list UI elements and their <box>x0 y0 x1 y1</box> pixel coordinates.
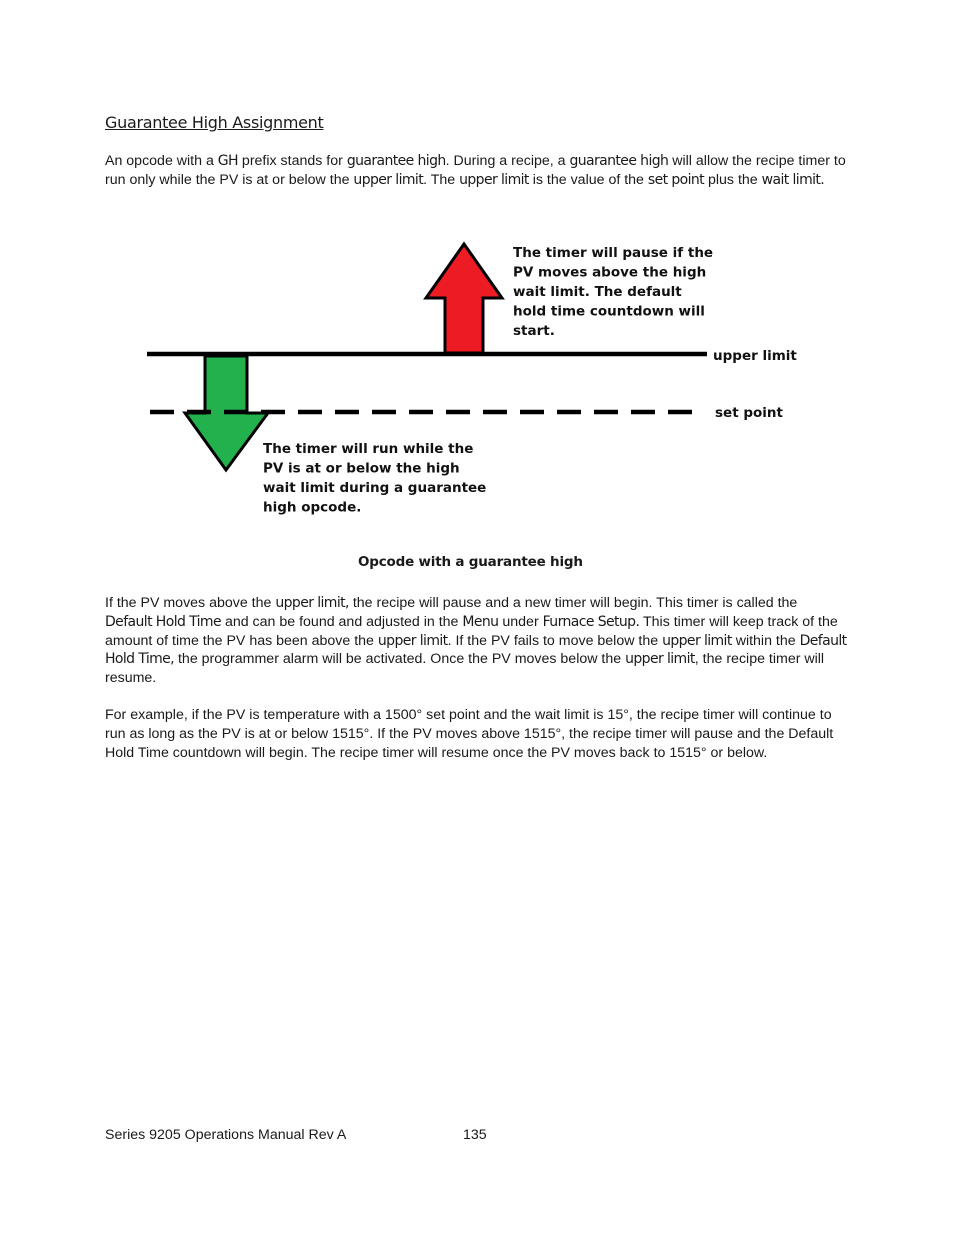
term-guarantee-high: guarantee high <box>569 153 669 169</box>
set-point-label: set point <box>715 405 783 421</box>
text: . The <box>423 171 460 188</box>
text: will allow the recipe timer to run only while the PV is at or below the <box>105 153 846 188</box>
text: within the <box>731 632 800 649</box>
term-menu: Menu <box>462 613 499 630</box>
upper-limit-paragraph <box>105 594 847 688</box>
text: the programmer alarm will be activated. Once the PV moves below the <box>174 651 626 668</box>
example-paragraph: For example, if the PV is temperature with a 1500° set point and the wait limit is 15°, the recipe timer will continue to run as long as the PV is at or below 1515°. If the PV moves above 1515°, the recipe timer will pause and the Default Hold Time countdown will begin. The recipe timer will resume once the PV moves back to 1515° or below. <box>105 707 834 761</box>
guarantee-high-diagram <box>0 230 954 560</box>
text: . During a recipe, a <box>445 153 570 169</box>
term-furnace-setup: Furnace Setup. <box>542 613 640 630</box>
up-arrow-icon <box>426 244 502 353</box>
term-set-point: set point <box>647 171 705 188</box>
pause-text-line: PV moves above the high <box>513 264 707 281</box>
run-text-line: The timer will run while the <box>263 441 474 457</box>
footer-manual-title: Series 9205 Operations Manual Rev A <box>105 1127 347 1143</box>
run-text-line: wait limit during a guarantee <box>263 480 487 496</box>
term-gh: GH <box>217 153 238 169</box>
term-upper-limit: upper limit <box>353 171 424 188</box>
text: the recipe will pause and a new timer will begin. This timer is called the <box>348 595 798 611</box>
term-default-hold-time: Default Hold Time <box>105 613 221 630</box>
text: An opcode with a <box>105 153 218 169</box>
run-explanation <box>263 441 486 516</box>
pause-explanation <box>513 245 713 339</box>
term-upper-limit: upper limit <box>459 171 529 188</box>
term-upper-limit: upper limit <box>662 632 732 649</box>
pause-text-line: start. <box>513 323 555 339</box>
run-text-line: PV is at or below the high <box>263 460 460 477</box>
text: prefix stands for <box>237 153 347 169</box>
text: and can be found and adjusted in the <box>221 613 463 630</box>
text: plus the <box>704 171 762 188</box>
page-number: 135 <box>463 1127 487 1143</box>
term-upper-limit: upper limit, <box>275 595 349 611</box>
section-heading: Guarantee High Assignment <box>105 113 324 132</box>
text: is the value of the <box>528 171 648 188</box>
text: under <box>498 613 543 630</box>
pause-text-line: The timer will pause if the <box>513 245 714 261</box>
pause-text-line: hold time countdown will <box>513 303 705 320</box>
term-wait-limit: wait limit. <box>761 171 825 188</box>
text: This timer will keep track of the amount of time the PV has been above the <box>105 613 838 649</box>
term-upper-limit: upper limit <box>377 632 448 649</box>
text: , the recipe timer will resume. <box>105 651 825 687</box>
term-default-hold-time: Default Hold Time, <box>105 632 847 668</box>
run-text-line: high opcode. <box>263 499 362 516</box>
figure-caption: Opcode with a guarantee high <box>358 554 583 570</box>
text: . If the PV fails to move below the <box>447 632 663 649</box>
term-upper-limit: upper limit <box>625 651 695 668</box>
text: If the PV moves above the <box>105 595 276 611</box>
term-guarantee-high: guarantee high <box>346 153 446 169</box>
upper-limit-label: upper limit <box>713 348 797 364</box>
intro-paragraph <box>105 152 847 190</box>
pause-text-line: wait limit. The default <box>513 284 682 300</box>
